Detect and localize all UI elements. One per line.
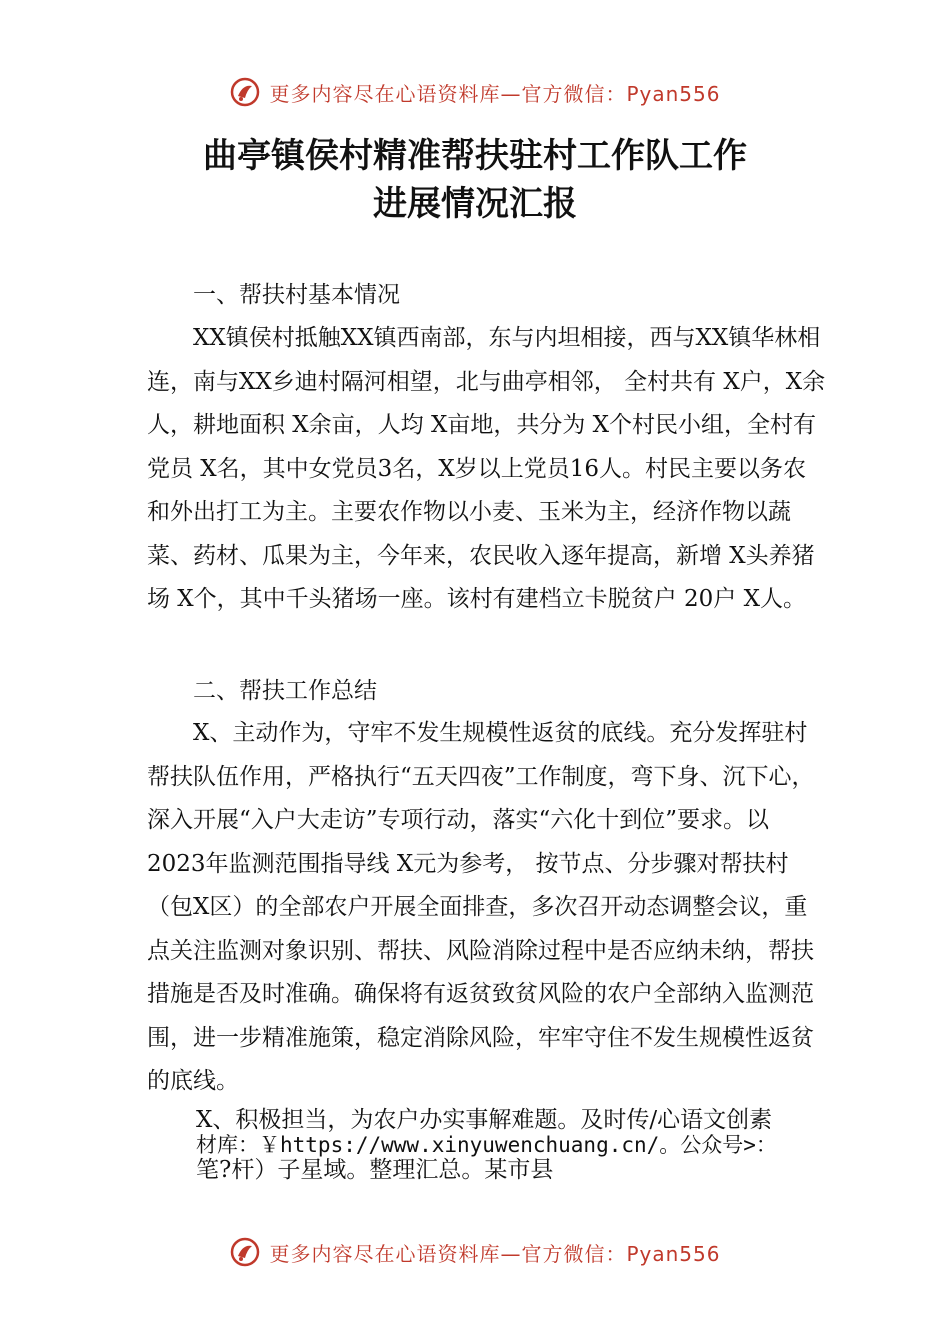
para2-line2: 材库：￥https://www.xinyuwenchuang.cn/。公众号>： — [196, 1133, 777, 1157]
section1-heading: 一、帮扶村基本情况 — [193, 282, 400, 308]
para2-line1: X、积极担当，为农户办实事解难题。及时传/心语文创素 — [196, 1107, 773, 1133]
page-title-line1: 曲亭镇侯村精准帮扶驻村工作队工作 — [203, 136, 747, 176]
para2-line3: 笔?杆）子星域。整理汇总。某市县 — [196, 1157, 554, 1183]
section2-para1: X、主动作为，守牢不发生规模性返贫的底线。充分发挥驻村帮扶队伍作用，严格执行“五天四夜”工作制度，弯下身、沉下心，深入开展“入户大走访”专项行动，落实“六化十到位”要求。以2023年监测范围指导线 X元为参考， 按节点、分步骤对帮扶村（包X区）的全部农户开展全面排查，多次召开动态调整会议，重点关注监测对象识别、帮扶、风险消除过程中是否应纳未纳，帮扶措施是否及时准确。确保将有返贫致贫风险的农户全部纳入监测范围，进一步精准施策，稳定消除风险，牢牢守住不发生规模性返贫的底线。 — [147, 720, 815, 1094]
section2-heading: 二、帮扶工作总结 — [193, 678, 377, 704]
watermark-text: 更多内容尽在心语资料库—官方微信：Pyan556 — [269, 81, 721, 106]
watermark-banner-bottom — [0, 1232, 950, 1272]
watermark-banner-top — [0, 72, 950, 112]
logo-icon — [229, 76, 261, 108]
watermark-text: 更多内容尽在心语资料库—官方微信：Pyan556 — [269, 1241, 721, 1266]
section2-para2 — [196, 1108, 846, 1183]
page-title-line2: 进展情况汇报 — [373, 184, 577, 224]
section1-body: XX镇侯村抵触XX镇西南部，东与内坦相接，西与XX镇华林相连，南与XX乡迪村隔河相望，北与曲亭相邻， 全村共有 X户，X余人，耕地面积 X余亩，人均 X亩地，共分为 X个村民小组，全村有党员 X名，其中女党员3名，X岁以上党员16人。村民主要以务农和外出打工为主。主要农作物以小麦、玉米为主，经济作物以蔬菜、药材、瓜果为主，今年来，农民收入逐年提高，新增 X头养猪场 X个，其中千头猪场一座。该村有建档立卡脱贫户 20户 X人。 — [147, 325, 826, 612]
logo-icon — [229, 1236, 261, 1268]
